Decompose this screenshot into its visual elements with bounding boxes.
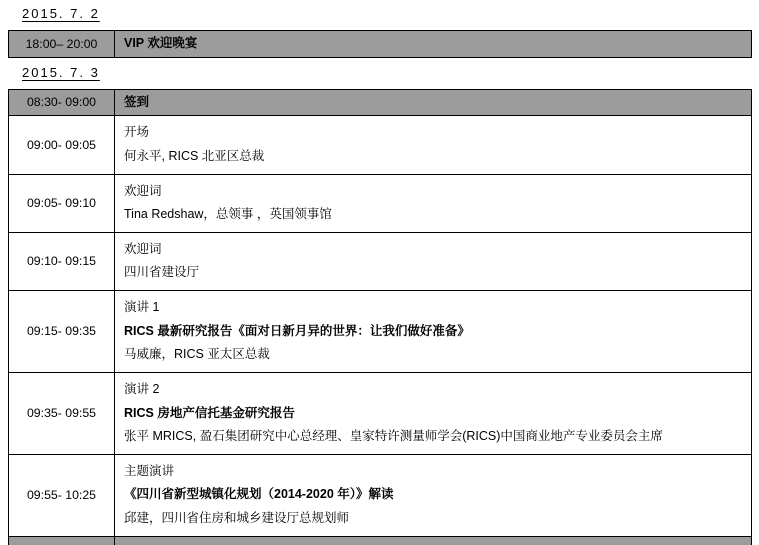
session-cell: [115, 174, 752, 232]
session-text: 四川省建设厅: [124, 265, 200, 280]
session-cell: [115, 31, 752, 58]
session-text: Tina Redshaw，总领事 ，英国领事馆: [124, 207, 332, 222]
agenda-row: [9, 174, 752, 232]
agenda-row: [9, 372, 752, 454]
time-slot: 09:05- 09:10: [9, 174, 115, 232]
agenda-row: [9, 454, 752, 536]
agenda-row-shaded: [9, 31, 752, 58]
session-cell: [115, 372, 752, 454]
session-title: RICS 房地产信托基金研究报告: [124, 405, 295, 420]
agenda-row: [9, 291, 752, 373]
time-slot: 09:10- 09:15: [9, 232, 115, 290]
session-text: 主题演讲: [124, 463, 175, 478]
agenda-table-day2: [8, 89, 752, 545]
session-cell: [115, 536, 752, 545]
session-cell: [115, 232, 752, 290]
session-cell: [115, 116, 752, 174]
session-text: 马威廉，RICS 亚太区总裁: [124, 347, 270, 362]
session-text: 张平 MRICS, 盈石集团研究中心总经理、皇家特许测量师学会(RICS)中国商业地产专业委员会主席: [124, 429, 663, 444]
session-cell: [115, 89, 752, 116]
time-slot: 09:55- 10:25: [9, 454, 115, 536]
session-text: 欢迎词: [124, 183, 162, 198]
date-heading-day2: 2015. 7. 3: [22, 64, 100, 80]
session-text: 邱建，四川省住房和城乡建设厅总规划师: [124, 511, 350, 525]
agenda-row: [9, 232, 752, 290]
agenda-row-partial: [9, 536, 752, 545]
session-title: 《四川省新型城镇化规划（2014-2020 年）》解读: [124, 487, 394, 502]
session-text: 开场: [124, 125, 150, 140]
time-slot: 18:00– 20:00: [9, 31, 115, 58]
time-slot: 09:35- 09:55: [9, 372, 115, 454]
session-title: 签到: [124, 94, 150, 109]
session-text: 何永平, RICS 北亚区总裁: [124, 148, 265, 163]
session-text: 演讲 2: [124, 381, 160, 396]
time-slot: 09:00- 09:05: [9, 116, 115, 174]
agenda-row: [9, 116, 752, 174]
agenda-row-shaded: [9, 89, 752, 116]
time-slot: 09:15- 09:35: [9, 291, 115, 373]
session-cell: [115, 291, 752, 373]
session-title: VIP 欢迎晚宴: [124, 36, 198, 50]
time-slot: [9, 536, 115, 545]
session-title: RICS 最新研究报告《面对日新月异的世界：让我们做好准备》: [124, 323, 470, 338]
time-slot: 08:30- 09:00: [9, 89, 115, 116]
session-text: 演讲 1: [124, 300, 160, 314]
session-text: 欢迎词: [124, 241, 162, 256]
date-heading-day1: 2015. 7. 2: [22, 6, 100, 21]
session-cell: [115, 454, 752, 536]
agenda-table-day1: [8, 30, 752, 58]
